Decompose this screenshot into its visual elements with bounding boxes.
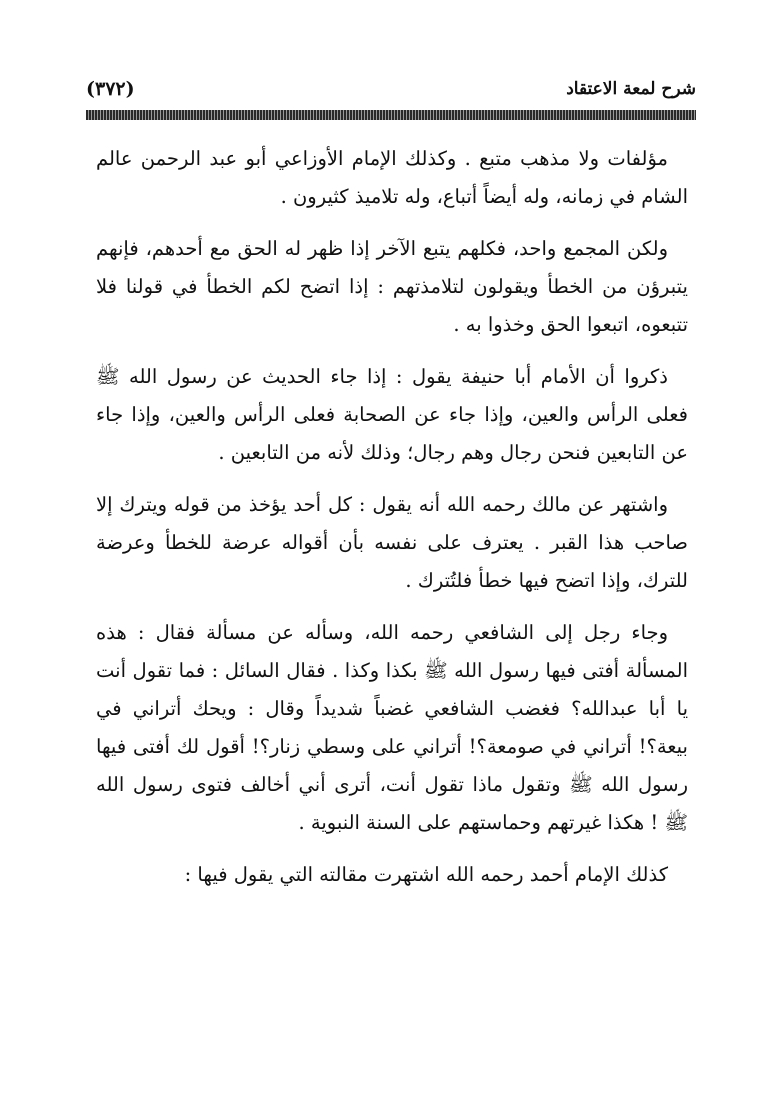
header-divider (86, 110, 696, 120)
paragraph-1: مؤلفات ولا مذهب متبع . وكذلك الإمام الأوزاعي أبو عبد الرحمن عالم الشام في زمانه، وله أيضاً أتباع، وله تلاميذ كثيرون . (96, 147, 688, 208)
page-header (86, 76, 696, 102)
running-title: شرح لمعة الاعتقاد (566, 79, 696, 99)
body-text (96, 140, 688, 908)
paragraph-4: واشتهر عن مالك رحمه الله أنه يقول : كل أحد يؤخذ من قوله ويترك إلا صاحب هذا القبر . يعترف على نفسه بأن أقواله عرضة للخطأ وعرضة للترك، وإذا اتضح فيها خطأ فلتُترك . (96, 493, 688, 592)
paragraph-2: ولكن المجمع واحد، فكلهم يتبع الآخر إذا ظهر له الحق مع أحدهم، فإنهم يتبرؤن من الخطأ ويقولون لتلامذتهم : إذا اتضح لكم الخطأ في قولنا فلا تتبعوه، اتبعوا الحق وخذوا به . (96, 237, 688, 336)
paragraph-5: وجاء رجل إلى الشافعي رحمه الله، وسأله عن مسألة فقال : هذه المسألة أفتى فيها رسول الله ﷺ بكذا وكذا . فقال السائل : فما تقول أنت يا أبا عبدالله؟ فغضب الشافعي غضباً شديداً وقال : ويحك أتراني في بيعة؟! أتراني في صومعة؟! أتراني على وسطي زنار؟! أقول لك أفتى فيها رسول الله ﷺ وتقول ماذا تقول أنت، أترى أني أخالف فتوى رسول الله ﷺ ! هكذا غيرتهم وحماستهم على السنة النبوية . (96, 621, 688, 834)
paragraph-6: كذلك الإمام أحمد رحمه الله اشتهرت مقالته التي يقول فيها : (184, 863, 668, 886)
page-number: (٣٧٢) (86, 78, 135, 100)
paragraph-3: ذكروا أن الأمام أبا حنيفة يقول : إذا جاء الحديث عن رسول الله ﷺ فعلى الرأس والعين، وإذا جاء عن الصحابة فعلى الرأس والعين، وإذا جاء عن التابعين فنحن رجال وهم رجال؛ وذلك لأنه من التابعين . (96, 365, 688, 464)
